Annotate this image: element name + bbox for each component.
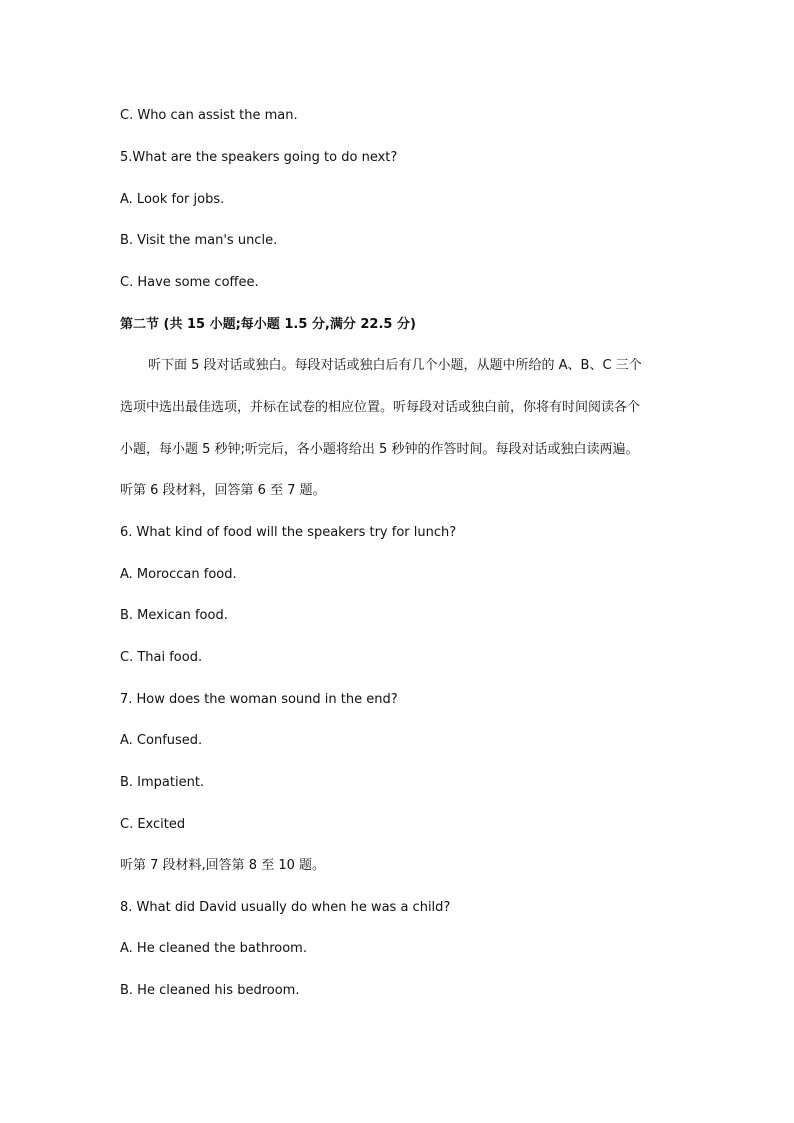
question-7: 7. How does the woman sound in the end? [120, 692, 398, 707]
option-b-q7: B. Impatient. [120, 775, 205, 790]
option-b-q8: B. He cleaned his bedroom. [120, 983, 300, 998]
instructions-line-2: 选项中选出最佳选项，并标在试卷的相应位置。听每段对话或独白前，你将有时间阅读各个 [120, 400, 641, 415]
option-a-q5: A. Look for jobs. [120, 192, 225, 207]
option-a-q8: A. He cleaned the bathroom. [120, 941, 307, 956]
option-c-q4: C. Who can assist the man. [120, 108, 298, 123]
material-7-instruction: 听第 7 段材料,回答第 8 至 10 题。 [120, 858, 326, 873]
option-b-q6: B. Mexican food. [120, 608, 228, 623]
instructions-line-1: 听下面 5 段对话或独白。每段对话或独白后有几个小题，从题中所给的 A、B、C 三个 [148, 358, 642, 373]
material-6-instruction: 听第 6 段材料，回答第 6 至 7 题。 [120, 483, 326, 498]
instructions-line-3: 小题，每小题 5 秒钟;听完后，各小题将给出 5 秒钟的作答时间。每段对话或独白读两遍。 [120, 442, 639, 457]
question-5: 5.What are the speakers going to do next? [120, 150, 398, 165]
question-6: 6. What kind of food will the speakers try for lunch? [120, 525, 457, 540]
option-a-q6: A. Moroccan food. [120, 567, 237, 582]
section-2-heading: 第二节 (共 15 小题;每小题 1.5 分,满分 22.5 分) [120, 317, 416, 332]
option-c-q5: C. Have some coffee. [120, 275, 259, 290]
option-c-q7: C. Excited [120, 817, 186, 832]
question-8: 8. What did David usually do when he was a child? [120, 900, 451, 915]
option-b-q5: B. Visit the man's uncle. [120, 233, 278, 248]
option-a-q7: A. Confused. [120, 733, 203, 748]
option-c-q6: C. Thai food. [120, 650, 203, 665]
